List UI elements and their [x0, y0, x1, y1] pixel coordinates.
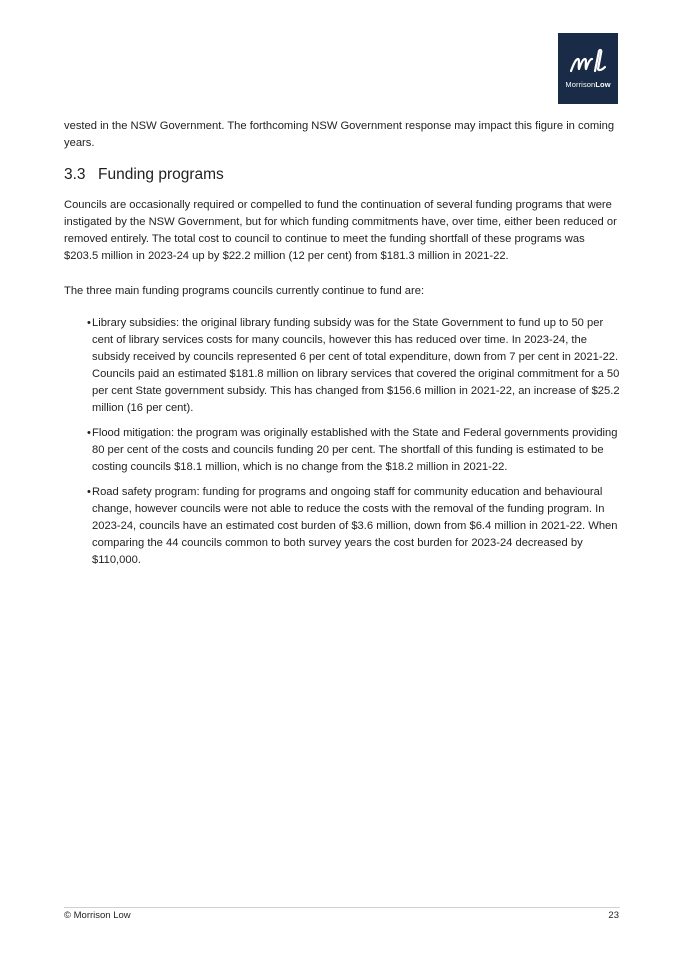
intro-paragraph: vested in the NSW Government. The forthcoming NSW Government response may impact this figure in coming years.: [64, 120, 615, 149]
page-number: 23: [608, 910, 619, 921]
footer-copyright: © Morrison Low: [64, 910, 131, 921]
list-item-text: Library subsidies: the original library funding subsidy was for the State Government to fund up to 50 per cent of library services costs for many councils, however this has reduced over time. In 2023-24, the subsidy received by councils represented 6 per cent of total expenditure, down from 7 per cent in 2021-22. Councils paid an estimated $181.8 million on library services that covered the original commitment for a 50 per cent State government subsidy. This has changed from $156.6 million in 2021-22, an increase of $25.2 million (16 per cent).: [92, 317, 620, 414]
list-item: [64, 425, 620, 476]
list-item: [64, 484, 620, 569]
morrison-low-logo: [558, 33, 618, 104]
ml-monogram-icon: [568, 47, 608, 75]
section-title: Funding programs: [98, 166, 224, 183]
list-item-text: Road safety program: funding for programs and ongoing staff for community education and behavioural change, however councils were not able to reduce the costs with the removal of the funding program. In 2023-24, councils have an estimated cost burden of $3.6 million, down from $6.4 million in 2021-22. When comparing the 44 councils common to both survey years the cost burden for 2023-24 decreased by $110,000.: [92, 486, 618, 566]
logo-wordmark: MorrisonLow: [565, 80, 611, 89]
section-number: 3.3: [64, 166, 86, 183]
bullet-icon: •: [87, 427, 91, 439]
list-item: [64, 315, 620, 417]
list-item-text: Flood mitigation: the program was originally established with the State and Federal governments providing 80 per cent of the costs and councils funding 20 per cent. The shortfall of this funding is estimated to be costing councils $18.1 million, which is no change from the $18.2 million in 2021-22.: [92, 427, 618, 473]
bullet-icon: •: [87, 486, 91, 498]
paragraph-programs-intro: The three main funding programs councils currently continue to fund are:: [64, 285, 425, 297]
section-heading: [64, 165, 620, 185]
footer-divider: [64, 907, 620, 908]
paragraph-funding-overview: Councils are occasionally required or compelled to fund the continuation of several funding programs that were instigated by the NSW Government, but for which funding commitments have, over time, either been reduced or removed entirely. The total cost to council to continue to meet the funding shortfall of these programs was $203.5 million in 2023-24 up by $22.2 million (12 per cent) from $181.3 million in 2021-22.: [64, 199, 617, 262]
bullet-icon: •: [87, 317, 91, 329]
funding-programs-list: [64, 315, 620, 569]
document-body: [64, 118, 620, 577]
